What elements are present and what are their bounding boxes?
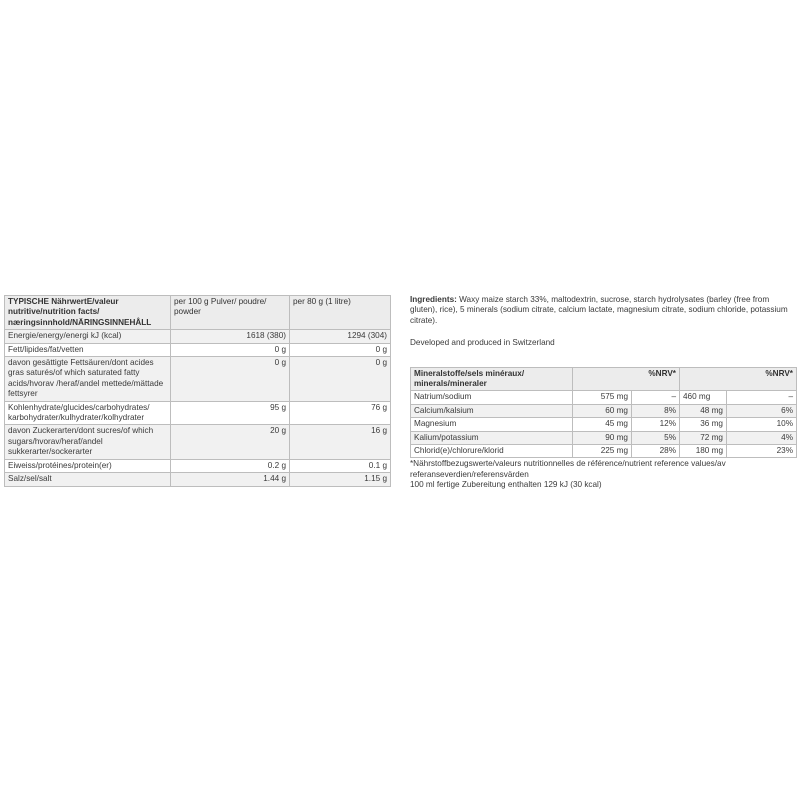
ingredients-panel bbox=[410, 295, 796, 491]
nutrient-value-per80: 16 g bbox=[290, 425, 391, 459]
ingredients-label: Ingredients: bbox=[410, 295, 457, 304]
mineral-nrv-2: 23% bbox=[727, 445, 797, 458]
nutrient-value-per100: 20 g bbox=[171, 425, 290, 459]
nutrition-header-row bbox=[5, 296, 391, 330]
table-row bbox=[5, 459, 391, 472]
nutrient-value-per80: 76 g bbox=[290, 401, 391, 425]
minerals-header-label: Mineralstoffe/sels minéraux/ minerals/mineraler bbox=[411, 367, 573, 391]
mineral-amount-2: 180 mg bbox=[680, 445, 727, 458]
minerals-header-nrv-1: %NRV* bbox=[632, 367, 680, 391]
ingredients-paragraph bbox=[410, 295, 796, 326]
mineral-nrv-1: 5% bbox=[632, 431, 680, 444]
nutrient-value-per80: 1294 (304) bbox=[290, 330, 391, 343]
mineral-nrv-1: 12% bbox=[632, 418, 680, 431]
nutrient-label: davon gesättigte Fettsäuren/dont acides gras saturés/of which saturated fatty acids/hvorav /heraf/andel mettede/mättade fettsyrer bbox=[5, 357, 171, 402]
table-row bbox=[411, 445, 797, 458]
nutrient-value-per100: 95 g bbox=[171, 401, 290, 425]
nutrient-value-per100: 0.2 g bbox=[171, 459, 290, 472]
nutrient-value-per80: 1.15 g bbox=[290, 473, 391, 486]
mineral-nrv-2: – bbox=[727, 391, 797, 404]
nutrient-value-per100: 1618 (380) bbox=[171, 330, 290, 343]
mineral-amount-1: 90 mg bbox=[573, 431, 632, 444]
mineral-nrv-2: 10% bbox=[727, 418, 797, 431]
table-row bbox=[5, 357, 391, 402]
minerals-header-empty bbox=[573, 367, 632, 391]
table-row bbox=[5, 401, 391, 425]
mineral-amount-2: 48 mg bbox=[680, 404, 727, 417]
mineral-nrv-2: 6% bbox=[727, 404, 797, 417]
nutrient-value-per100: 0 g bbox=[171, 357, 290, 402]
mineral-amount-1: 45 mg bbox=[573, 418, 632, 431]
nutrient-value-per100: 0 g bbox=[171, 343, 290, 356]
nrv-footnote: *Nährstoffbezugswerte/valeurs nutritionnelles de référence/nutrient reference values/av referanseverdien/referensvärden bbox=[410, 459, 726, 479]
mineral-nrv-2: 4% bbox=[727, 431, 797, 444]
mineral-amount-2: 460 mg bbox=[680, 391, 727, 404]
nutrient-value-per80: 0.1 g bbox=[290, 459, 391, 472]
nutrient-value-per100: 1.44 g bbox=[171, 473, 290, 486]
mineral-amount-1: 60 mg bbox=[573, 404, 632, 417]
table-row bbox=[5, 343, 391, 356]
mineral-label: Magnesium bbox=[411, 418, 573, 431]
nutrient-value-per80: 0 g bbox=[290, 343, 391, 356]
nutrient-label: Kohlenhydrate/glucides/carbohydrates/ karbohydrater/kulhydrater/kolhydrater bbox=[5, 401, 171, 425]
nutrient-label: Eiweiss/protéines/protein(er) bbox=[5, 459, 171, 472]
nutrition-header-per100: per 100 g Pulver/ poudre/ powder bbox=[171, 296, 290, 330]
mineral-label: Calcium/kalsium bbox=[411, 404, 573, 417]
mineral-label: Natrium/sodium bbox=[411, 391, 573, 404]
minerals-header-empty bbox=[680, 367, 727, 391]
mineral-amount-2: 36 mg bbox=[680, 418, 727, 431]
ingredients-text: Waxy maize starch 33%, maltodextrin, sucrose, starch hydrolysates (barley (free from gluten), rice), 5 minerals (sodium citrate, calcium lactate, magnesium citrate, sodium chloride, potassium citrate). bbox=[410, 295, 788, 325]
table-row bbox=[411, 418, 797, 431]
table-row bbox=[411, 391, 797, 404]
minerals-header-nrv-2: %NRV* bbox=[727, 367, 797, 391]
mineral-label: Chlorid(e)/chlorure/klorid bbox=[411, 445, 573, 458]
mineral-label: Kalium/potassium bbox=[411, 431, 573, 444]
table-row bbox=[5, 330, 391, 343]
nutrition-header-label: TYPISCHE NährwertE/valeur nutritive/nutrition facts/ næringsinnhold/NÄRINGSINNEHÅLL bbox=[5, 296, 171, 330]
mineral-nrv-1: 28% bbox=[632, 445, 680, 458]
mineral-amount-1: 575 mg bbox=[573, 391, 632, 404]
nutrient-value-per80: 0 g bbox=[290, 357, 391, 402]
table-row bbox=[5, 473, 391, 486]
mineral-amount-2: 72 mg bbox=[680, 431, 727, 444]
table-row bbox=[411, 404, 797, 417]
nutrition-header-per80: per 80 g (1 litre) bbox=[290, 296, 391, 330]
nutrient-label: davon Zuckerarten/dont sucres/of which sugars/hvorav/heraf/andel sukkerarter/sockerarter bbox=[5, 425, 171, 459]
mineral-nrv-1: 8% bbox=[632, 404, 680, 417]
minerals-table bbox=[410, 367, 797, 459]
mineral-nrv-1: – bbox=[632, 391, 680, 404]
preparation-note: 100 ml fertige Zubereitung enthalten 129 kJ (30 kcal) bbox=[410, 480, 602, 490]
table-row bbox=[5, 425, 391, 459]
nutrition-table bbox=[4, 295, 391, 487]
mineral-amount-1: 225 mg bbox=[573, 445, 632, 458]
nutrient-label: Salz/sel/salt bbox=[5, 473, 171, 486]
nutrient-label: Energie/energy/energi kJ (kcal) bbox=[5, 330, 171, 343]
nutrient-label: Fett/lipides/fat/vetten bbox=[5, 343, 171, 356]
table-row bbox=[411, 431, 797, 444]
developed-note: Developed and produced in Switzerland bbox=[410, 338, 555, 348]
nutrition-panel bbox=[4, 295, 390, 487]
minerals-header-row bbox=[411, 367, 797, 391]
